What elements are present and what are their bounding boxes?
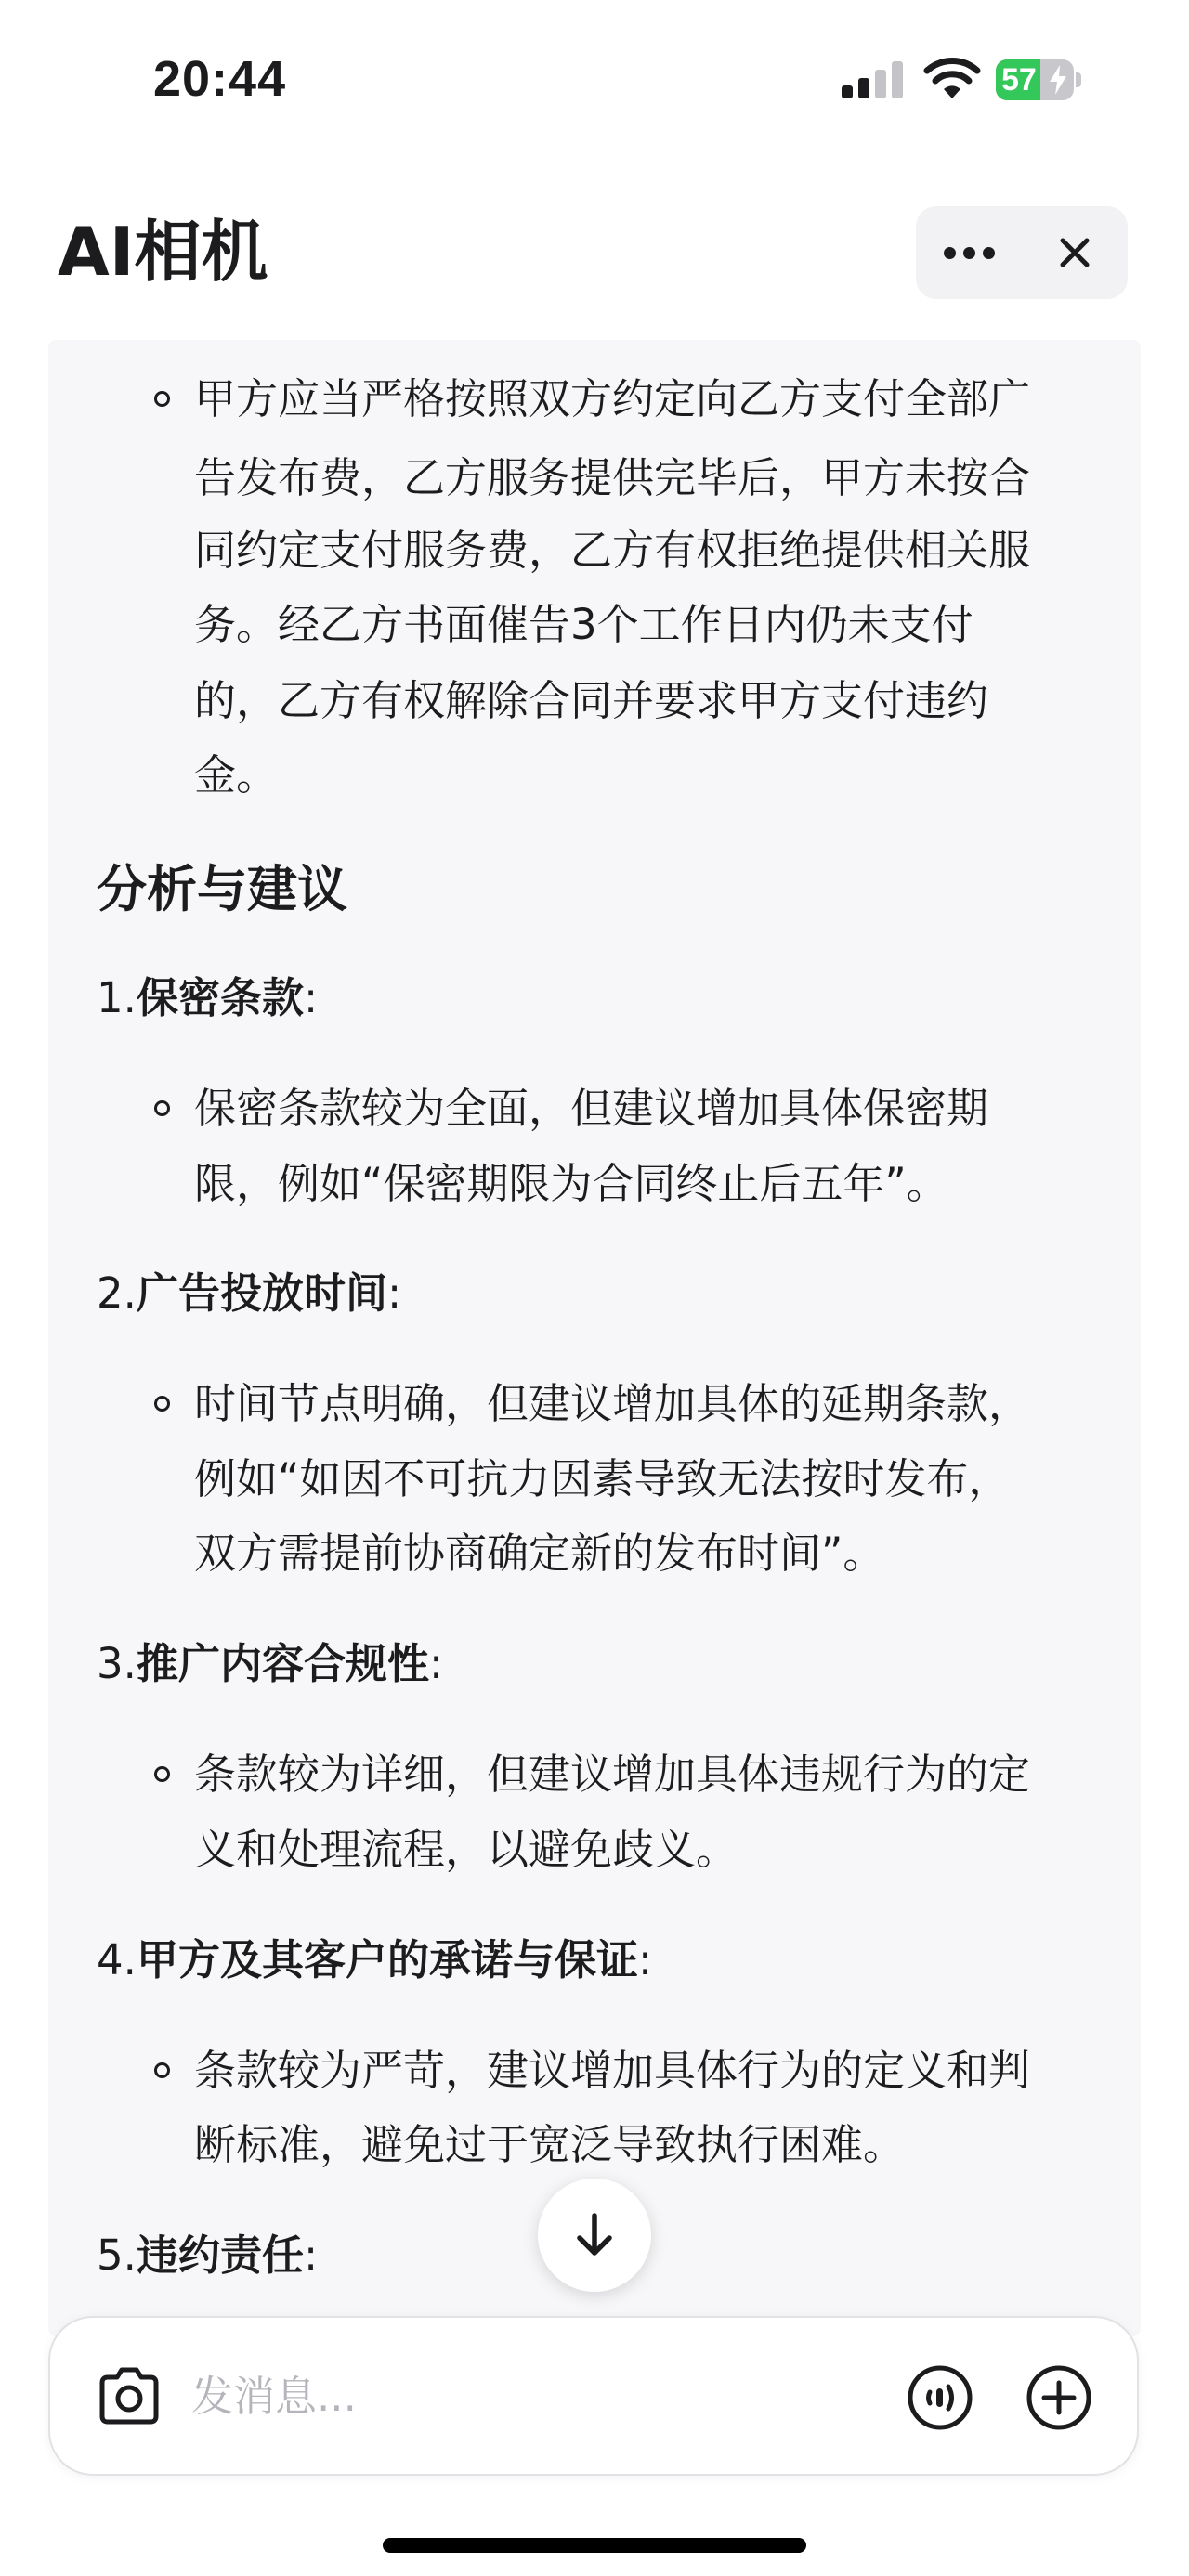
text-line: 义和处理流程，以避免歧义。 xyxy=(194,1825,738,1874)
text-line: 甲方应当严格按照双方约定向乙方支付全部广 xyxy=(194,374,1031,423)
text-line: 保密条款较为全面，但建议增加具体保密期 xyxy=(194,1084,989,1133)
item-number: 4. xyxy=(97,1935,137,1984)
camera-icon[interactable] xyxy=(97,2366,162,2426)
bullet-marker xyxy=(154,1766,170,1782)
list-item-heading xyxy=(97,1627,443,1701)
page-title: AI相机 xyxy=(58,213,268,291)
status-time: 20:44 xyxy=(153,51,287,107)
item-colon: : xyxy=(428,1639,444,1688)
voice-call-icon[interactable] xyxy=(907,2364,973,2431)
text-line: 双方需提前协商确定新的发布时间”。 xyxy=(194,1529,885,1578)
bullet-marker xyxy=(154,2062,170,2078)
list-item-heading xyxy=(97,1923,652,1997)
text-line: 例如“如因不可抗力因素导致无法按时发布， xyxy=(194,1454,1011,1503)
plus-circle-icon[interactable] xyxy=(1026,2364,1092,2431)
item-title: 违约责任 xyxy=(136,2231,304,2280)
item-colon: : xyxy=(303,2231,319,2280)
text-line: 断标准，避免过于宽泛导致执行困难。 xyxy=(194,2120,906,2169)
arrow-down-icon xyxy=(572,2212,617,2258)
item-colon: : xyxy=(637,1935,653,1984)
text-line: 条款较为严苛，建议增加具体行为的定义和判 xyxy=(194,2046,1031,2095)
list-item-heading xyxy=(97,1256,401,1331)
text-line: 务。经乙方书面催告3个工作日内仍未支付 xyxy=(194,600,973,649)
list-item-heading xyxy=(97,961,318,1035)
bullet-marker xyxy=(154,1396,170,1412)
text-line: 的，乙方有权解除合同并要求甲方支付违约 xyxy=(194,676,989,725)
item-title: 保密条款 xyxy=(136,973,304,1022)
bullet-marker xyxy=(154,391,170,407)
text-line: 限，例如“保密期限为合同终止后五年”。 xyxy=(194,1159,948,1208)
list-item-heading xyxy=(97,2218,318,2293)
text-line: 条款较为详细，但建议增加具体违规行为的定 xyxy=(194,1750,1031,1799)
message-input[interactable] xyxy=(191,2361,897,2431)
item-colon: : xyxy=(386,1268,402,1318)
text-line: 时间节点明确，但建议增加具体的延期条款， xyxy=(194,1379,1031,1428)
item-colon: : xyxy=(303,973,319,1022)
item-title: 甲方及其客户的承诺与保证 xyxy=(136,1935,638,1984)
item-number: 2. xyxy=(97,1268,137,1318)
bullet-marker xyxy=(154,1100,170,1116)
text-line: 同约定支付服务费，乙方有权拒绝提供相关服 xyxy=(194,526,1031,575)
item-number: 5. xyxy=(97,2231,137,2280)
item-number: 3. xyxy=(97,1639,137,1688)
item-number: 1. xyxy=(97,973,137,1022)
scroll-to-bottom-button[interactable] xyxy=(538,2179,651,2292)
message-composer xyxy=(48,2316,1139,2476)
item-title: 推广内容合规性 xyxy=(136,1639,429,1688)
text-line: 金。 xyxy=(194,750,279,800)
item-title: 广告投放时间 xyxy=(136,1268,387,1318)
section-heading: 分析与建议 xyxy=(97,860,347,918)
battery-percent: 57 xyxy=(1001,62,1037,98)
home-indicator[interactable] xyxy=(383,2538,806,2553)
text-line: 告发布费，乙方服务提供完毕后，甲方未按合 xyxy=(194,453,1031,502)
